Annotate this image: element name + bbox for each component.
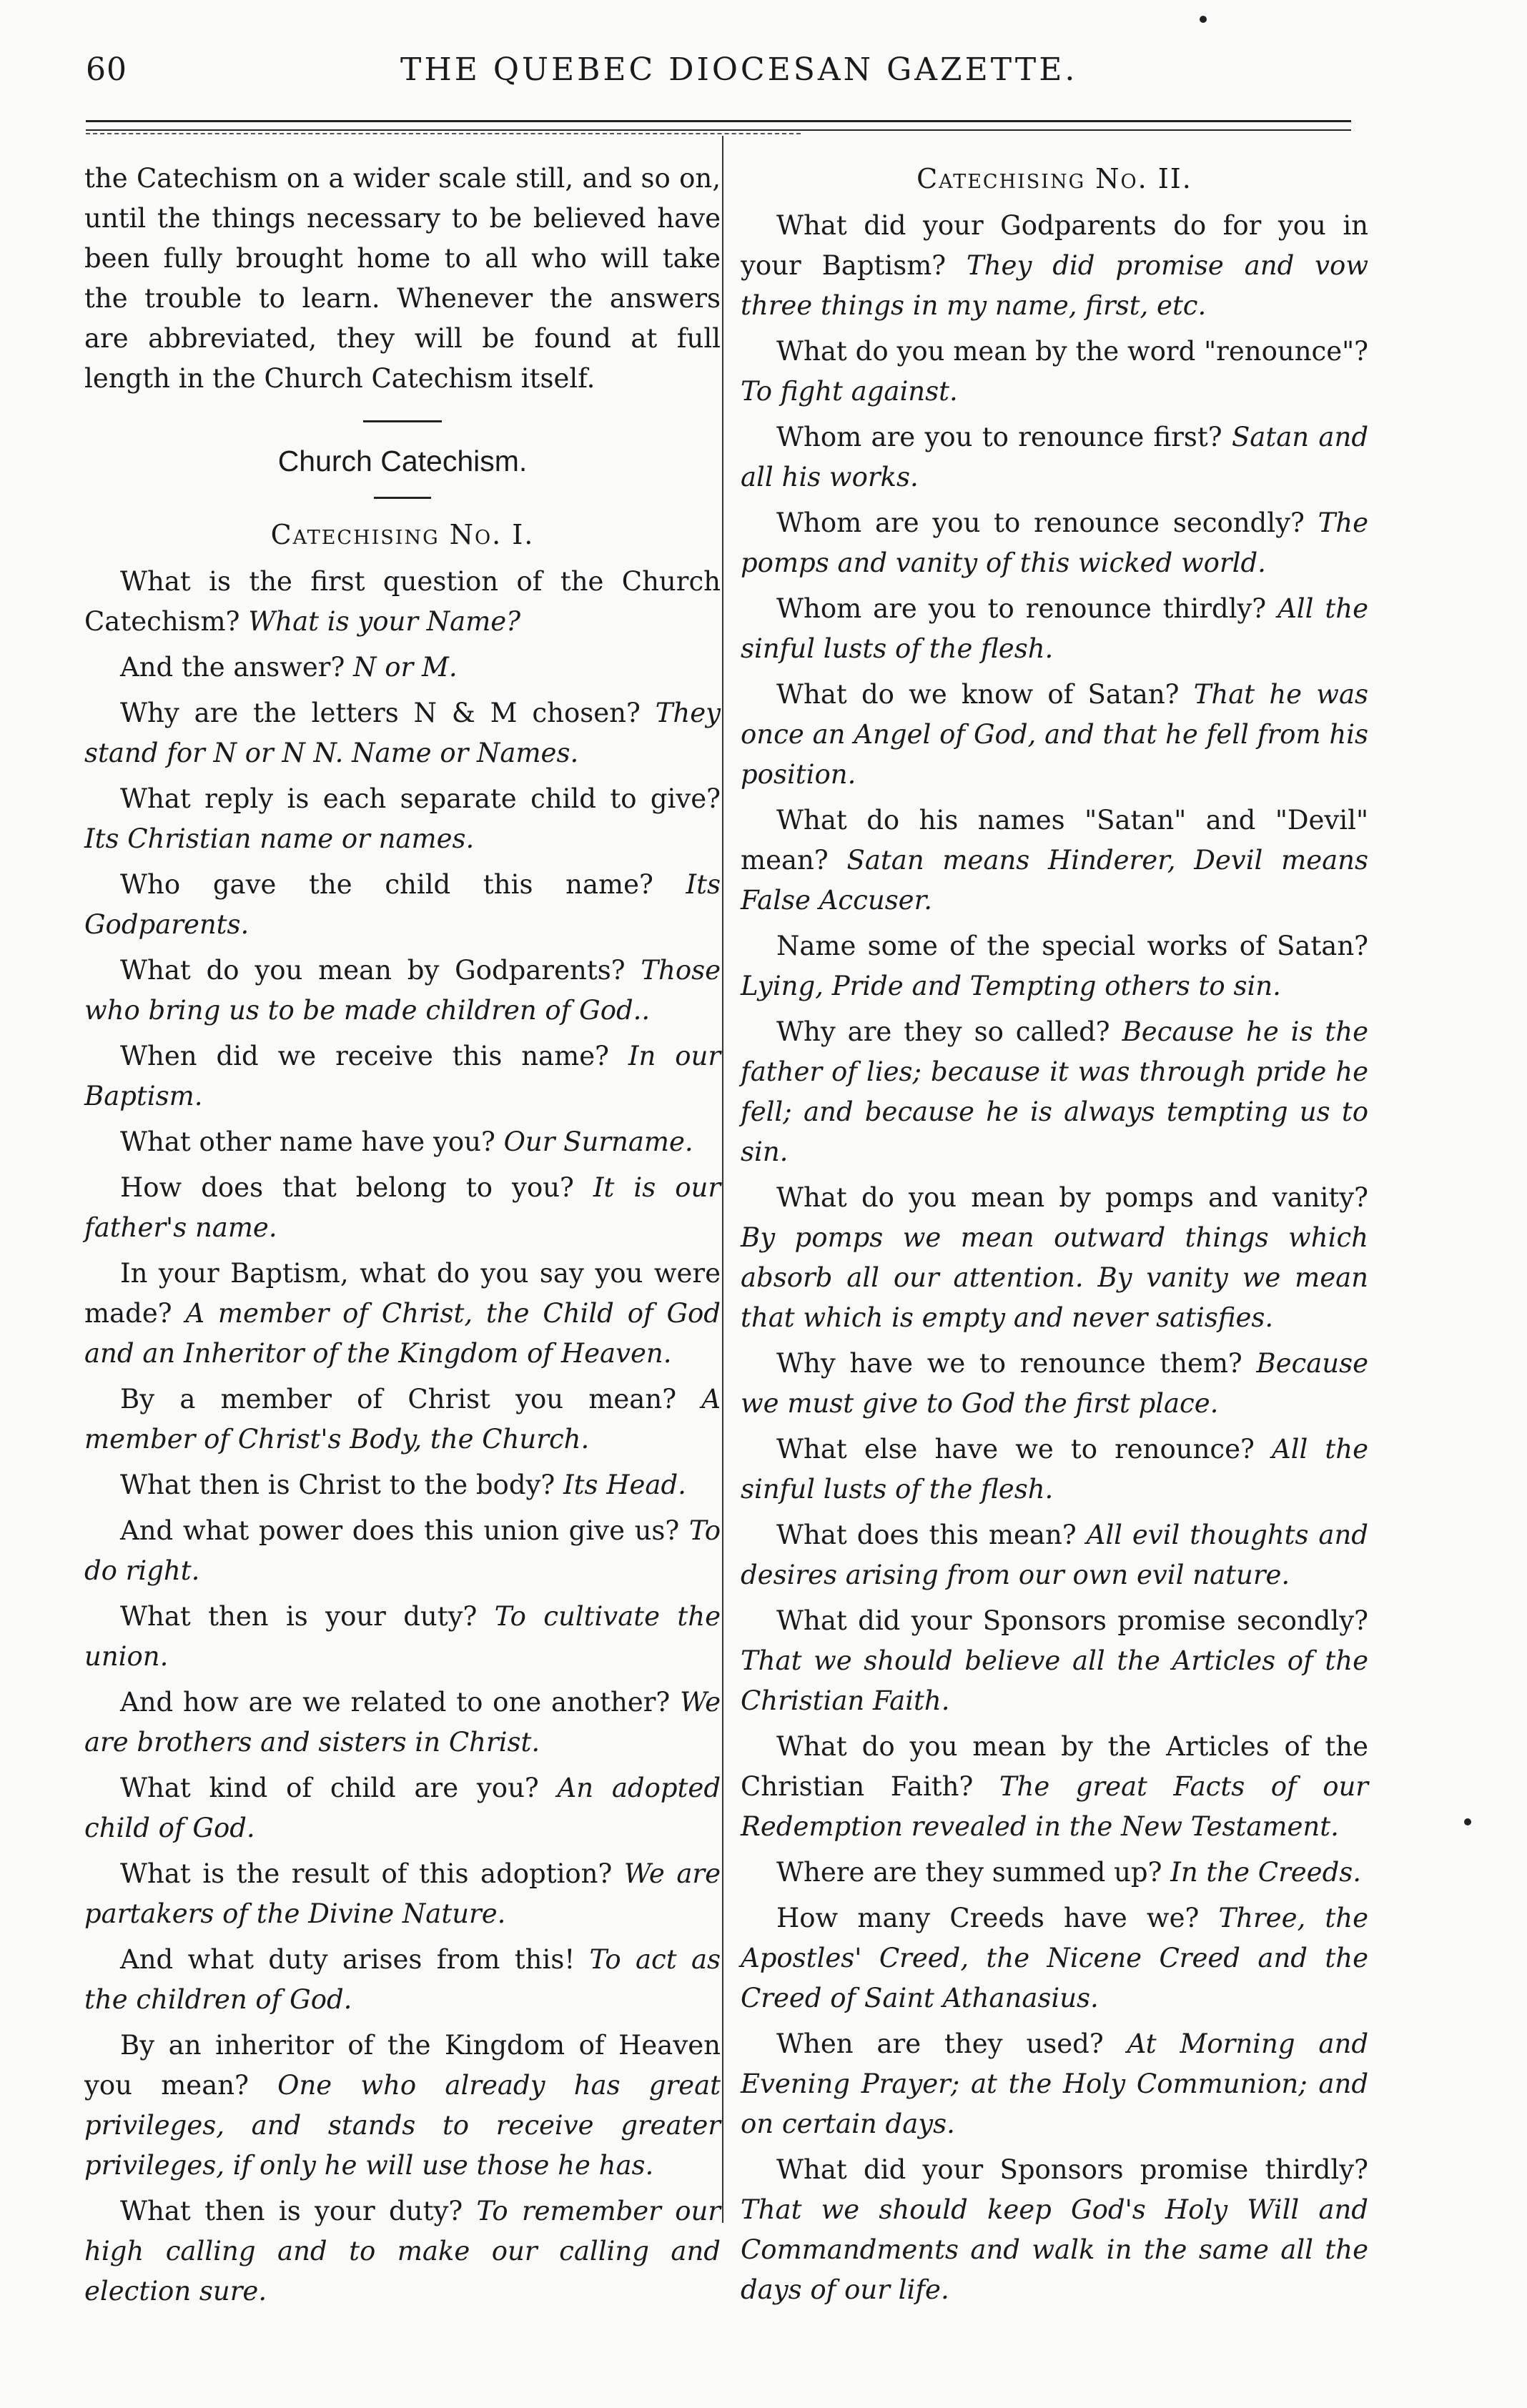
intro-paragraph: the Catechism on a wider scale still, and so on, until the things necessary to be believed have been fully brought home to all who will take the trouble to learn. Whenever the answers are abbreviated, they will be found at full length in the Church Catechism itself. bbox=[84, 163, 721, 394]
qa-item bbox=[741, 675, 1368, 795]
qa-item bbox=[84, 1036, 721, 1116]
question-text: Why have we to renounce them? bbox=[776, 1348, 1242, 1379]
answer-text: To do right. bbox=[84, 1515, 721, 1586]
qa-item bbox=[741, 926, 1368, 1006]
qa-item bbox=[84, 1168, 721, 1248]
answer-text: Those who bring us to be made children of God.. bbox=[84, 955, 721, 1026]
answer-text: All the sinful lusts of the flesh. bbox=[741, 593, 1368, 664]
right-column bbox=[741, 159, 1368, 2316]
qa-item bbox=[84, 1465, 721, 1505]
answer-text: Lying, Pride and Tempting others to sin. bbox=[741, 971, 1281, 1001]
qa-item bbox=[84, 1683, 721, 1763]
answer-text: Its Christian name or names. bbox=[84, 823, 475, 854]
question-text: What do you mean by the Articles of the Christian Faith? bbox=[741, 1731, 1368, 1802]
answer-text: By pomps we mean outward things which absorb all our attention. By vanity we mean that which is empty and never satisfies. bbox=[741, 1222, 1368, 1333]
qa-item bbox=[84, 1122, 721, 1162]
answer-text: All evil thoughts and desires arising from our own evil nature. bbox=[741, 1520, 1368, 1590]
question-text: What reply is each separate child to give? bbox=[120, 783, 721, 814]
question-text: What did your Godparents do for you in your Baptism? bbox=[741, 210, 1368, 281]
answer-text: To act as the children of God. bbox=[84, 1944, 721, 2015]
answer-text: Satan means Hinderer, Devil means False Accuser. bbox=[741, 845, 1368, 916]
qa-item bbox=[741, 1012, 1368, 1172]
answer-text: All the sinful lusts of the flesh. bbox=[741, 1434, 1368, 1505]
question-text: Whom are you to renounce thirdly? bbox=[776, 593, 1267, 624]
answer-text: One who already has great privileges, and stands to receive greater privileges, if only he will use those he has. bbox=[84, 2070, 721, 2181]
question-text: What is the result of this adoption? bbox=[120, 1858, 613, 1889]
qa-item bbox=[84, 1379, 721, 1460]
answer-text: A member of Christ's Body, the Church. bbox=[84, 1384, 721, 1455]
answer-text: Because he is the father of lies; because it was through pride he fell; and because he is always tempting us to sin. bbox=[741, 1016, 1368, 1167]
qa-item bbox=[741, 503, 1368, 583]
catechising-heading: Catechising No. II. bbox=[916, 163, 1192, 194]
qa-item bbox=[84, 1254, 721, 1374]
column-divider bbox=[722, 136, 723, 2223]
qa-item bbox=[741, 1344, 1368, 1424]
qa-item bbox=[741, 2024, 1368, 2144]
question-text: What else have we to renounce? bbox=[776, 1434, 1255, 1465]
answer-text: Its Head. bbox=[563, 1470, 686, 1500]
question-text: In your Baptism, what do you say you were made? bbox=[84, 1258, 721, 1329]
answer-text: What is your Name? bbox=[248, 606, 521, 637]
question-text: What do you mean by pomps and vanity? bbox=[776, 1182, 1368, 1213]
qa-item bbox=[741, 417, 1368, 497]
qa-item bbox=[84, 865, 721, 945]
qa-item bbox=[84, 562, 721, 642]
left-column bbox=[84, 159, 721, 2317]
answer-text: To cultivate the union. bbox=[84, 1601, 721, 1672]
question-text: Whom are you to renounce secondly? bbox=[776, 507, 1305, 538]
page-number: 60 bbox=[86, 51, 127, 88]
question-text: When did we receive this name? bbox=[120, 1041, 609, 1071]
answer-text: Because we must give to God the first place. bbox=[741, 1348, 1369, 1419]
qa-item bbox=[84, 1854, 721, 1934]
print-speck bbox=[1464, 1818, 1471, 1825]
qa-item bbox=[84, 2026, 721, 2186]
question-text: And how are we related to one another? bbox=[120, 1687, 671, 1718]
question-text: What other name have you? bbox=[120, 1126, 495, 1157]
question-text: What do his names "Satan" and "Devil" mean? bbox=[741, 805, 1368, 876]
answer-text: They did promise and vow three things in my name, first, etc. bbox=[741, 250, 1368, 321]
qa-list bbox=[84, 562, 721, 2312]
header-rule bbox=[86, 120, 1351, 131]
print-speck bbox=[1200, 16, 1207, 23]
answer-text: Satan and all his works. bbox=[741, 422, 1369, 492]
answer-text: We are partakers of the Divine Nature. bbox=[84, 1858, 721, 1929]
question-text: Why are the letters N & M chosen? bbox=[120, 698, 641, 728]
answer-text: Our Surname. bbox=[503, 1126, 693, 1157]
qa-item bbox=[741, 801, 1368, 921]
qa-item bbox=[741, 206, 1368, 326]
question-text: What is the first question of the Church Catechism? bbox=[84, 566, 721, 637]
qa-item bbox=[84, 2191, 721, 2312]
answer-text: Three, the Apostles' Creed, the Nicene Creed and the Creed of Saint Athanasius. bbox=[741, 1903, 1368, 2013]
question-text: What then is Christ to the body? bbox=[120, 1470, 555, 1500]
answer-text: The great Facts of our Redemption revealed in the New Testament. bbox=[741, 1771, 1368, 1842]
question-text: When are they used? bbox=[776, 2028, 1104, 2059]
answer-text: In our Baptism. bbox=[84, 1041, 721, 1111]
qa-item bbox=[84, 1768, 721, 1848]
question-text: And what duty arises from this! bbox=[120, 1944, 575, 1975]
header-subrule bbox=[86, 133, 801, 134]
question-text: Name some of the special works of Satan? bbox=[776, 931, 1368, 961]
question-text: Whom are you to renounce first? bbox=[776, 422, 1222, 452]
qa-item bbox=[741, 1515, 1368, 1595]
answer-text: Its Godparents. bbox=[84, 869, 721, 940]
qa-item bbox=[84, 1940, 721, 2020]
qa-item bbox=[741, 589, 1368, 669]
qa-item bbox=[84, 693, 721, 773]
section-rule bbox=[363, 420, 442, 422]
answer-text: An adopted child of God. bbox=[84, 1773, 721, 1843]
question-text: What do you mean by Godparents? bbox=[120, 955, 626, 986]
answer-text: That we should keep God's Holy Will and Commandments and walk in the same all the days of our life. bbox=[741, 2194, 1368, 2305]
question-text: What do you mean by the word "renounce"? bbox=[776, 336, 1368, 367]
answer-text: N or M. bbox=[353, 652, 458, 683]
question-text: Where are they summed up? bbox=[776, 1857, 1162, 1888]
answer-text: That we should believe all the Articles of the Christian Faith. bbox=[741, 1645, 1368, 1716]
question-text: What did your Sponsors promise secondly? bbox=[776, 1605, 1368, 1636]
question-text: What then is your duty? bbox=[120, 2196, 463, 2226]
qa-item bbox=[741, 1727, 1368, 1847]
publication-title: THE QUEBEC DIOCESAN GAZETTE. bbox=[400, 51, 1078, 88]
answer-text: To fight against. bbox=[741, 376, 958, 407]
answer-text: They stand for N or N N. Name or Names. bbox=[84, 698, 721, 768]
answer-text: It is our father's name. bbox=[84, 1172, 721, 1243]
answer-text: A member of Christ, the Child of God and an Inheritor of the Kingdom of Heaven. bbox=[84, 1298, 721, 1369]
qa-item bbox=[84, 648, 721, 688]
section-rule bbox=[374, 497, 431, 499]
qa-item bbox=[84, 951, 721, 1031]
question-text: By an inheritor of the Kingdom of Heaven you mean? bbox=[84, 2030, 721, 2101]
answer-text: To remember our high calling and to make our calling and election sure. bbox=[84, 2196, 721, 2307]
question-text: What does this mean? bbox=[776, 1520, 1077, 1550]
question-text: Why are they so called? bbox=[776, 1016, 1110, 1047]
section-title: Church Catechism. bbox=[277, 445, 528, 477]
question-text: And the answer? bbox=[120, 652, 345, 683]
question-text: And what power does this union give us? bbox=[120, 1515, 680, 1546]
answer-text: The pomps and vanity of this wicked world. bbox=[741, 507, 1368, 578]
qa-item bbox=[741, 332, 1368, 412]
page-header bbox=[86, 51, 1373, 109]
question-text: What kind of child are you? bbox=[120, 1773, 539, 1803]
qa-list bbox=[741, 206, 1368, 2310]
catechising-heading: Catechising No. I. bbox=[270, 519, 535, 550]
qa-item bbox=[84, 1597, 721, 1677]
question-text: What then is your duty? bbox=[120, 1601, 478, 1632]
answer-text: At Morning and Evening Prayer; at the Holy Communion; and on certain days. bbox=[741, 2028, 1369, 2139]
question-text: How many Creeds have we? bbox=[776, 1903, 1200, 1933]
question-text: Who gave the child this name? bbox=[120, 869, 653, 900]
qa-item bbox=[741, 1853, 1368, 1893]
answer-text: That he was once an Angel of God, and that he fell from his position. bbox=[741, 679, 1368, 790]
qa-item bbox=[84, 779, 721, 859]
qa-item bbox=[741, 1601, 1368, 1721]
qa-item bbox=[741, 1430, 1368, 1510]
qa-item bbox=[741, 2150, 1368, 2310]
question-text: What did your Sponsors promise thirdly? bbox=[776, 2154, 1368, 2185]
qa-item bbox=[741, 1178, 1368, 1338]
qa-item bbox=[84, 1511, 721, 1591]
question-text: How does that belong to you? bbox=[120, 1172, 574, 1203]
qa-item bbox=[741, 1898, 1368, 2018]
answer-text: We are brothers and sisters in Christ. bbox=[84, 1687, 721, 1758]
question-text: What do we know of Satan? bbox=[776, 679, 1180, 710]
answer-text: In the Creeds. bbox=[1170, 1857, 1362, 1888]
question-text: By a member of Christ you mean? bbox=[120, 1384, 677, 1414]
